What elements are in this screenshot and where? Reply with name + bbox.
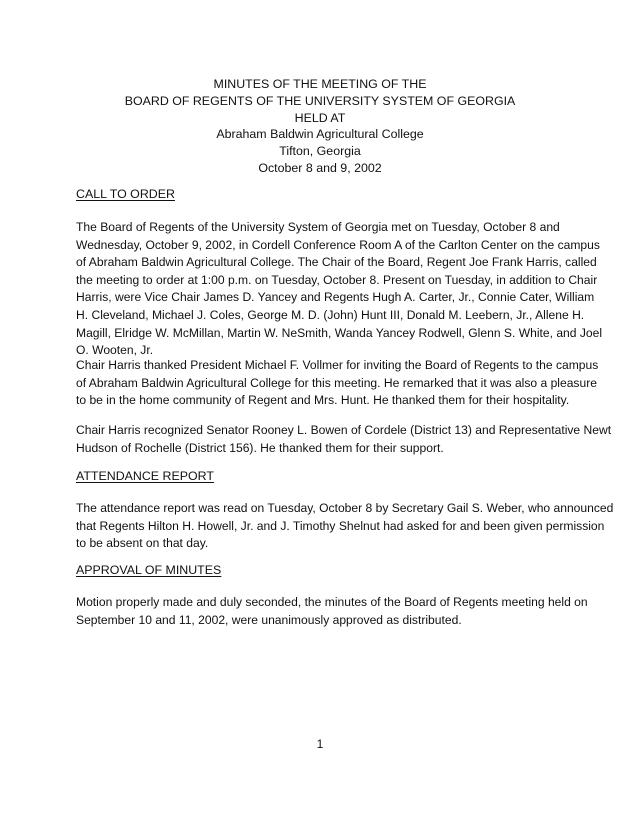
call-to-order-paragraph-3 bbox=[76, 422, 612, 457]
paragraph-line: Wednesday, October 9, 2002, in Cordell Conference Room A of the Carlton Center on the campus bbox=[76, 237, 600, 252]
header-college-line: Abraham Baldwin Agricultural College bbox=[216, 127, 424, 142]
paragraph-line: of Abraham Baldwin Agricultural College. The Chair of the Board, Regent Joe Frank Harris, called bbox=[76, 255, 597, 270]
header-title-line: MINUTES OF THE MEETING OF THE bbox=[213, 77, 427, 91]
paragraph-line: H. Cleveland, Michael J. Coles, George M. D. (John) Hunt III, Donald M. Leebern, Jr., Allene H. bbox=[76, 307, 585, 322]
paragraph-line: the meeting to order at 1:00 p.m. on Tuesday, October 8. Present on Tuesday, in addition to Chair bbox=[76, 272, 598, 287]
header-location-line: Tifton, Georgia bbox=[279, 144, 361, 159]
paragraph-line: Chair Harris thanked President Michael F. Vollmer for inviting the Board of Regents to the campus bbox=[76, 358, 599, 372]
document-header bbox=[0, 76, 640, 177]
call-to-order-heading: CALL TO ORDER bbox=[76, 187, 175, 201]
approval-of-minutes-heading: APPROVAL OF MINUTES bbox=[76, 563, 222, 577]
attendance-report-paragraph bbox=[76, 500, 614, 553]
paragraph-line: of Abraham Baldwin Agricultural College for this meeting. He remarked that it was also a pleasure bbox=[76, 375, 597, 390]
paragraph-line: The Board of Regents of the University System of Georgia met on Tuesday, October 8 and bbox=[76, 220, 560, 234]
attendance-report-heading: ATTENDANCE REPORT bbox=[76, 469, 214, 483]
page-number: 1 bbox=[316, 737, 324, 751]
paragraph-line: Hudson of Rochelle (District 156). He thanked them for their support. bbox=[76, 440, 444, 455]
paragraph-line: Chair Harris recognized Senator Rooney L. Bowen of Cordele (District 13) and Representative Newt bbox=[76, 423, 612, 437]
paragraph-line: The attendance report was read on Tuesday, October 8 by Secretary Gail S. Weber, who announced bbox=[76, 501, 614, 515]
call-to-order-paragraph-2 bbox=[76, 357, 599, 410]
header-board-line: BOARD OF REGENTS OF THE UNIVERSITY SYSTEM OF GEORGIA bbox=[124, 93, 516, 108]
header-date-line: October 8 and 9, 2002 bbox=[258, 160, 382, 175]
paragraph-line: Magill, Elridge W. McMillan, Martin W. NeSmith, Wanda Yancey Rodwell, Glenn S. White, and Joel bbox=[76, 325, 603, 340]
approval-of-minutes-paragraph bbox=[76, 594, 588, 629]
paragraph-line: to be in the home community of Regent and Mrs. Hunt. He thanked them for their hospitality. bbox=[76, 393, 570, 408]
paragraph-line: September 10 and 11, 2002, were unanimously approved as distributed. bbox=[76, 612, 462, 627]
header-held-at-line: HELD AT bbox=[294, 110, 346, 125]
paragraph-line: that Regents Hilton H. Howell, Jr. and J. Timothy Shelnut had asked for and been given permission bbox=[76, 518, 605, 533]
paragraph-line: O. Wooten, Jr. bbox=[76, 343, 154, 358]
call-to-order-paragraph-1 bbox=[76, 219, 603, 360]
paragraph-line: Harris, were Vice Chair James D. Yancey and Regents Hugh A. Carter, Jr., Connie Cater, William bbox=[76, 290, 595, 305]
paragraph-line: to be absent on that day. bbox=[76, 536, 209, 551]
paragraph-line: Motion properly made and duly seconded, the minutes of the Board of Regents meeting held on bbox=[76, 595, 588, 609]
